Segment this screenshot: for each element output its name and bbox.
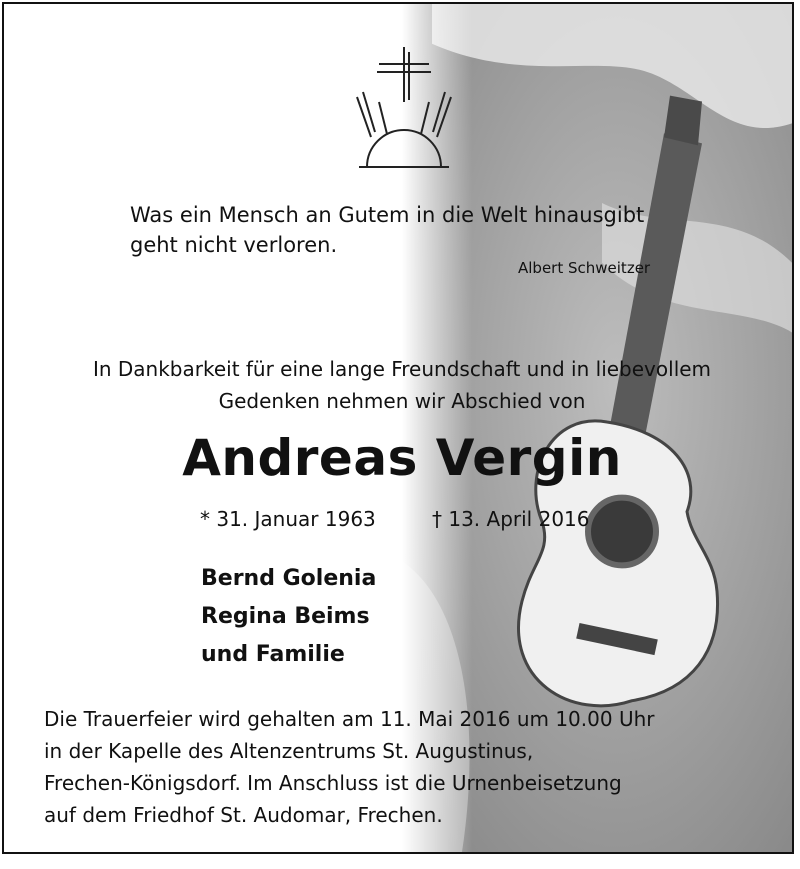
cross-sunrise-icon [349, 42, 459, 172]
intro-line-1: In Dankbarkeit für eine lange Freundschaft und in liebevollem [92, 357, 712, 381]
service-info-line: Frechen-Königsdorf. Im Anschluss ist die Urnenbeisetzung [44, 771, 622, 795]
death-date: † 13. April 2016 [432, 507, 590, 531]
quote-line-2: geht nicht verloren. [130, 233, 338, 257]
intro-line-2: Gedenken nehmen wir Abschied von [218, 389, 586, 413]
deceased-name: Andreas Vergin [182, 429, 622, 487]
obituary-notice [2, 2, 794, 854]
mourner-name: und Familie [201, 642, 345, 667]
service-info-line: auf dem Friedhof St. Audomar, Frechen. [44, 803, 443, 827]
quote-line-1: Was ein Mensch an Gutem in die Welt hinausgibt [130, 203, 645, 227]
quote-author: Albert Schweitzer [518, 259, 651, 277]
service-info-line: in der Kapelle des Altenzentrums St. Augustinus, [44, 739, 534, 763]
mourner-name: Bernd Golenia [201, 566, 377, 591]
mourner-name: Regina Beims [201, 604, 370, 629]
service-info-line: Die Trauerfeier wird gehalten am 11. Mai 2016 um 10.00 Uhr [44, 707, 655, 731]
birth-date: * 31. Januar 1963 [200, 507, 376, 531]
